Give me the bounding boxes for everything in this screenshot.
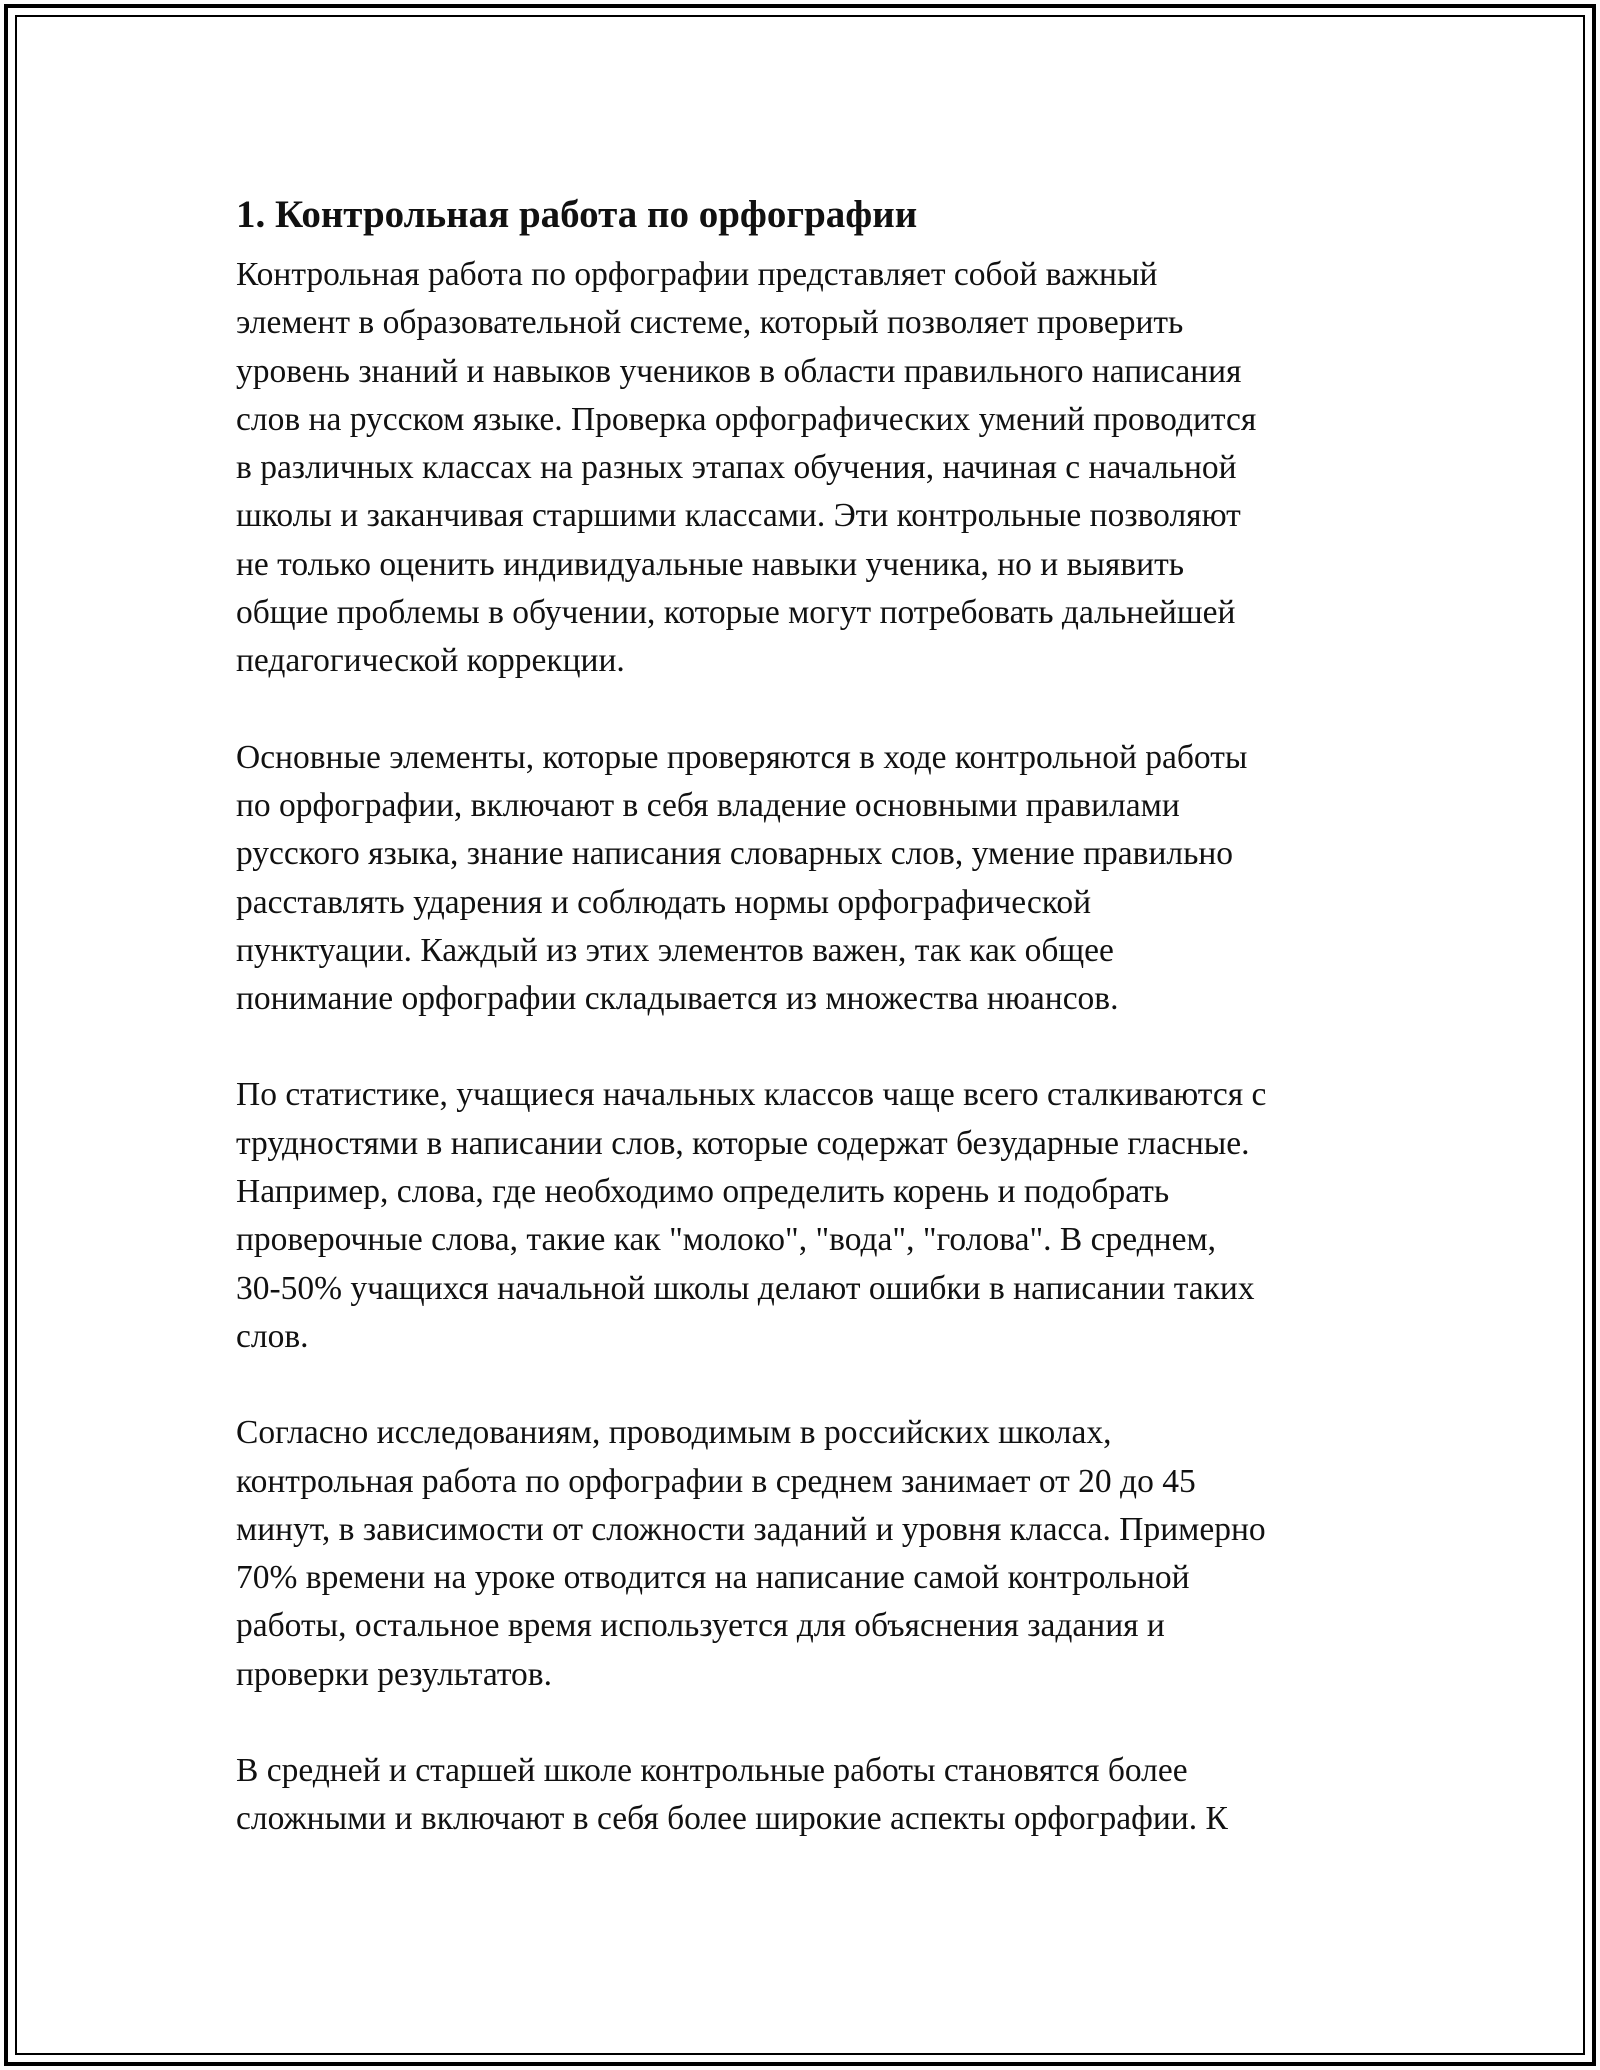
text-line: По статистике, учащиеся начальных классов чаще всего сталкиваются с	[236, 1076, 1267, 1114]
text-line: педагогической коррекции.	[236, 642, 625, 680]
document-body	[236, 180, 1396, 1892]
text-line: проверки результатов.	[236, 1655, 552, 1693]
text-line: Согласно исследованиям, проводимым в российских школах,	[236, 1414, 1112, 1452]
text-line: пунктуации. Каждый из этих элементов важен, так как общее	[236, 931, 1114, 969]
text-line: сложными и включают в себя более широкие аспекты орфографии. К	[236, 1800, 1228, 1838]
paragraph	[236, 1409, 1396, 1699]
text-line: слов.	[236, 1317, 309, 1355]
text-line: понимание орфографии складывается из множества нюансов.	[236, 980, 1119, 1018]
text-line: проверочные слова, такие как "молоко", "вода", "голова". В среднем,	[236, 1221, 1217, 1259]
text-line: работы, остальное время используется для объяснения задания и	[236, 1607, 1165, 1645]
text-line: трудностями в написании слов, которые содержат безударные гласные.	[236, 1124, 1250, 1162]
text-line: Например, слова, где необходимо определить корень и подобрать	[236, 1173, 1170, 1211]
text-line: расставлять ударения и соблюдать нормы орфографической	[236, 883, 1092, 921]
paragraph	[236, 1071, 1396, 1361]
text-line: элемент в образовательной системе, который позволяет проверить	[236, 304, 1184, 342]
text-line: Основные элементы, которые проверяются в ходе контрольной работы	[236, 738, 1248, 776]
text-line: уровень знаний и навыков учеников в области правильного написания	[236, 352, 1242, 390]
paragraph	[236, 251, 1396, 686]
text-line: минут, в зависимости от сложности заданий и уровня класса. Примерно	[236, 1510, 1266, 1548]
text-line: Контрольная работа по орфографии представляет собой важный	[236, 256, 1158, 293]
paragraph	[236, 734, 1396, 1024]
text-line: не только оценить индивидуальные навыки ученика, но и выявить	[236, 545, 1184, 583]
section-heading: 1. Контрольная работа по орфографии	[236, 193, 918, 236]
text-line: общие проблемы в обучении, которые могут потребовать дальнейшей	[236, 594, 1236, 632]
text-line: слов на русском языке. Проверка орфографических умений проводится	[236, 400, 1257, 438]
text-line: по орфографии, включают в себя владение основными правилами	[236, 786, 1180, 824]
text-line: русского языка, знание написания словарных слов, умение правильно	[236, 835, 1234, 873]
text-line: В средней и старшей школе контрольные работы становятся более	[236, 1752, 1188, 1790]
text-line: 70% времени на уроке отводится на написание самой контрольной	[236, 1559, 1190, 1597]
text-line: 30-50% учащихся начальной школы делают ошибки в написании таких	[236, 1269, 1255, 1307]
text-line: контрольная работа по орфографии в среднем занимает от 20 до 45	[236, 1462, 1196, 1500]
text-line: школы и заканчивая старшими классами. Эти контрольные позволяют	[236, 497, 1241, 535]
paragraph	[236, 1747, 1396, 1844]
text-line: в различных классах на разных этапах обучения, начиная с начальной	[236, 449, 1237, 487]
